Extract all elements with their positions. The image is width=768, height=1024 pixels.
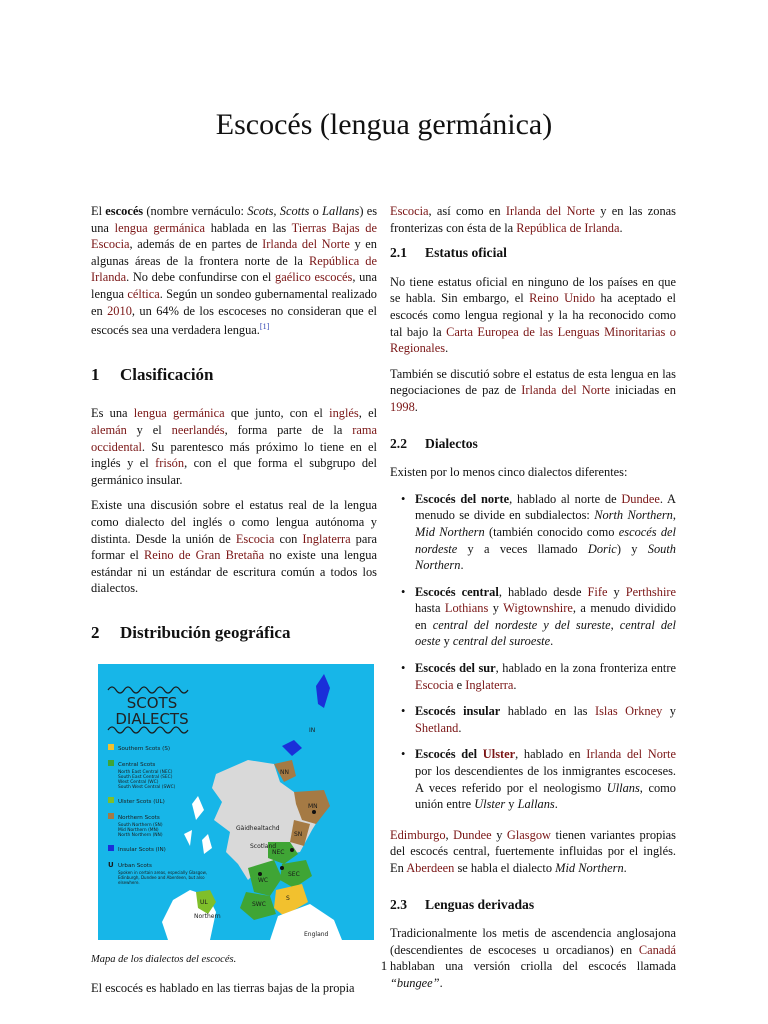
link-celtica[interactable]: céltica (127, 286, 160, 301)
link-shetland[interactable]: Shetland (415, 720, 459, 735)
legend-swatch-northern (108, 813, 114, 819)
link-irlanda-del-norte-cont[interactable]: Irlanda del Norte (505, 204, 595, 218)
link-ulster[interactable]: Ulster (482, 747, 516, 762)
legend-label-southern: Southern Scots (S) (118, 745, 171, 752)
link-inglaterra[interactable]: Inglaterra (302, 531, 351, 546)
legend-central-sub-4: South West Central (SWC) (118, 784, 176, 790)
legend-label-insular: Insular Scots (IN) (118, 846, 166, 853)
map-label-nn: NN (280, 768, 289, 776)
link-republica-irlanda[interactable]: República de Irlanda (91, 253, 377, 285)
legend-label-urban: Urban Scots (118, 862, 152, 869)
legend-swatch-insular (108, 845, 114, 851)
link-republica-irlanda-cont[interactable]: República de Irlanda (516, 220, 620, 235)
clasificacion-paragraph-1: Es una lengua germánica que junto, con el inglés, el alemán y el neerlandés, forma parte de la rama occidental. Su parentesco más próximo lo tiene en el inglés y el frisón, con el que forma el subgrupo del germánico insular. (91, 406, 378, 487)
distribucion-paragraph-continuation: Escocia, así como en Irlanda del Norte y en las zonas fronterizas con ésta de la República de Irlanda. (390, 204, 676, 235)
link-frison[interactable]: frisón (155, 456, 185, 471)
page-title: Escocés (lengua germánica) (215, 108, 553, 141)
link-1998[interactable]: 1998 (390, 399, 415, 414)
link-inglaterra-2[interactable]: Inglaterra (465, 677, 514, 692)
legend-urban-note-1: Spoken in certain areas, especially Glasgow, (118, 869, 208, 875)
map-label-sec: SEC (288, 870, 300, 878)
link-2010[interactable]: 2010 (107, 303, 132, 318)
map-caption: Mapa de los dialectos del escocés. (91, 953, 237, 965)
link-perthshire[interactable]: Perthshire (625, 584, 677, 599)
legend-swatch-central (108, 760, 114, 766)
link-lengua-germanica[interactable]: lengua germánica (114, 220, 205, 235)
legend-central-sub-2: South East Central (SEC) (118, 774, 173, 780)
list-item: • Escocés central, hablado desde Fife y Perthshire hasta Lothians y Wigtownshire, a menudo dividido en central del nordeste y del sureste, central del oeste y central del suroeste. (415, 584, 676, 650)
link-escocia[interactable]: Escocia (235, 531, 275, 546)
map-label-nec: NEC (272, 848, 285, 856)
intro-paragraph: El escocés (nombre vernáculo: Scots, Scotts o Lallans) es una lengua germánica hablada en las Tierras Bajas de Escocia, además de en partes de Irlanda del Norte y en algunas áreas de la frontera norte de la República de Irlanda. No debe confundirse con el gaélico escocés, una lengua céltica. Según un sondeo gubernamental realizado en 2010, un 64% de los escoceses no consideran que el escocés sea una verdadera lengua.[1] (91, 204, 378, 338)
legend-northern-sub-3: North Northern (NN) (118, 832, 163, 838)
map-label-s: S (286, 894, 290, 902)
link-carta-europea[interactable]: Carta Europea de las Lenguas Minoritarias o Regionales (390, 324, 676, 356)
left-column (91, 203, 377, 1006)
link-reino-gran-bretana[interactable]: Reino de Gran Bretaña (144, 548, 265, 563)
link-escocia-3[interactable]: Escocia (415, 677, 454, 692)
link-edimburgo[interactable]: Edimburgo (390, 827, 446, 842)
page-number: 1 (380, 958, 388, 973)
dialectos-paragraph-urban: Edimburgo, Dundee y Glasgow tienen variantes propias del escocés central, fuertemente influidas por el inglés. En Aberdeen se habla el dialecto Mid Northern. (390, 827, 676, 875)
legend-urban-note-2: Edinburgh, Dundee and Aberdeen, but also (118, 874, 205, 880)
subsection-heading-estatus: 2.1 Estatus oficial (390, 245, 507, 261)
list-item: • Escocés del sur, hablado en la zona fronteriza entre Escocia e Inglaterra. (415, 660, 676, 693)
map-label-in: IN (309, 726, 316, 734)
estatus-paragraph-1: No tiene estatus oficial en ninguno de los países en que se habla. Sin embargo, el Reino Unido ha aceptado el escocés como lengua regional y la ha reconocido como tal bajo la Carta Europea de las Lenguas Minoritarias o Regionales. (390, 274, 676, 356)
link-tierras-bajas[interactable]: Tierras Bajas de Escocia (91, 220, 377, 252)
link-fife[interactable]: Fife (587, 584, 608, 599)
legend-swatch-urban-icon: U (108, 860, 114, 869)
map-label-wc: WC (258, 876, 269, 884)
subsection-heading-lenguas-derivadas: 2.3 Lenguas derivadas (390, 896, 535, 912)
link-irlanda-del-norte-3[interactable]: Irlanda del Norte (521, 383, 610, 398)
link-irlanda-del-norte-4[interactable]: Irlanda del Norte (586, 747, 676, 762)
legend-northern-sub-2: Mid Northern (MN) (118, 827, 159, 833)
link-lengua-germanica-2[interactable]: lengua germánica (133, 406, 225, 421)
legend-swatch-southern (108, 744, 114, 750)
link-dundee[interactable]: Dundee (621, 491, 660, 506)
map-title-line1: SCOTS (126, 693, 178, 712)
legend-northern-sub-1: South Northern (SN) (118, 822, 163, 828)
estatus-paragraph-2: También se discutió sobre el estatus de esta lengua en las negociaciones de paz de Irlanda del Norte iniciadas en 1998. (390, 366, 676, 414)
distribucion-paragraph-1: El escocés es hablado en las tierras bajas de la propia (91, 981, 355, 996)
link-aberdeen[interactable]: Aberdeen (406, 861, 455, 875)
link-gaelico-escoces[interactable]: gaélico escocés (275, 270, 353, 285)
list-item: • Escocés insular hablado en las Islas Orkney y Shetland. (415, 703, 676, 736)
legend-swatch-ulster (108, 797, 114, 803)
legend-label-northern: Northern Scots (118, 814, 160, 821)
list-item: • Escocés del norte, hablado al norte de Dundee. A menudo se divide en subdialectos: North Northern, Mid Northern (también conocido como escocés del nordeste y a veces llamado Doric) y South Northern. (415, 491, 676, 574)
map-label-ul: UL (200, 898, 208, 906)
link-irlanda-del-norte[interactable]: Irlanda del Norte (262, 237, 350, 252)
link-dundee-2[interactable]: Dundee (453, 827, 492, 842)
map-label-gaidhealtachd: Gàidhealtachd (236, 824, 280, 832)
map-label-england: England (304, 930, 329, 938)
list-item: • Escocés del Ulster, hablado en Irlanda del Norte por los descendientes de los inmigrantes escoceses. A veces referido por el neologismo Ullans, como unión entre Ulster y Lallans. (415, 746, 676, 812)
scots-dialects-map[interactable] (98, 664, 374, 940)
link-aleman[interactable]: alemán (91, 423, 127, 438)
legend-label-central: Central Scots (118, 761, 156, 768)
map-label-mn: MN (308, 802, 318, 810)
subsection-heading-dialectos: 2.2 Dialectos (390, 435, 478, 451)
legend-label-ulster: Ulster Scots (UL) (118, 798, 165, 805)
reference-1[interactable]: [1] (259, 322, 270, 332)
map-label-northern: Northern (194, 912, 221, 920)
legend-central-sub-1: North East Central (NEC) (118, 769, 173, 775)
legend-central-sub-3: West Central (WC) (118, 779, 159, 785)
link-glasgow[interactable]: Glasgow (506, 827, 551, 842)
legend-urban-note-3: elsewhere. (118, 879, 140, 885)
section-heading-clasificacion: 1 Clasificación (91, 364, 214, 384)
map-label-swc: SWC (252, 900, 266, 908)
link-escocia-cont[interactable]: Escocia (390, 204, 429, 218)
link-reino-unido[interactable]: Reino Unido (529, 291, 596, 306)
link-islas-orkney[interactable]: Islas Orkney (594, 704, 663, 719)
map-title-line2: DIALECTS (115, 709, 189, 728)
dialect-list (390, 491, 676, 813)
link-lothians[interactable]: Lothians (444, 601, 489, 616)
link-rama-occidental[interactable]: rama occidental (91, 423, 377, 454)
link-canada[interactable]: Canadá (638, 942, 676, 957)
map-label-sn: SN (294, 830, 303, 838)
dialectos-intro: Existen por lo menos cinco dialectos diferentes: (390, 465, 628, 480)
link-wigtownshire[interactable]: Wigtownshire (503, 601, 573, 616)
right-column (390, 203, 676, 1001)
link-neerlandes[interactable]: neerlandés (171, 423, 225, 438)
section-heading-distribucion: 2 Distribución geográfica (91, 623, 291, 642)
map-label-scotland: Scotland (250, 842, 277, 850)
lenguas-derivadas-paragraph: Tradicionalmente los metis de ascendencia anglosajona (descendientes de escoceses u orcadianos) en Canadá hablaban una versión criolla del escocés llamada “bungee”. (390, 926, 676, 990)
clasificacion-paragraph-2: Existe una discusión sobre el estatus real de la lengua como dialecto del inglés o como lengua autónoma y distinta. Desde la unión de Escocia con Inglaterra para formar el Reino de Gran Bretaña no existe una lengua estándar ni un estándar de escritura común a todos los dialectos. (91, 498, 377, 596)
link-ingles[interactable]: inglés (329, 406, 359, 421)
